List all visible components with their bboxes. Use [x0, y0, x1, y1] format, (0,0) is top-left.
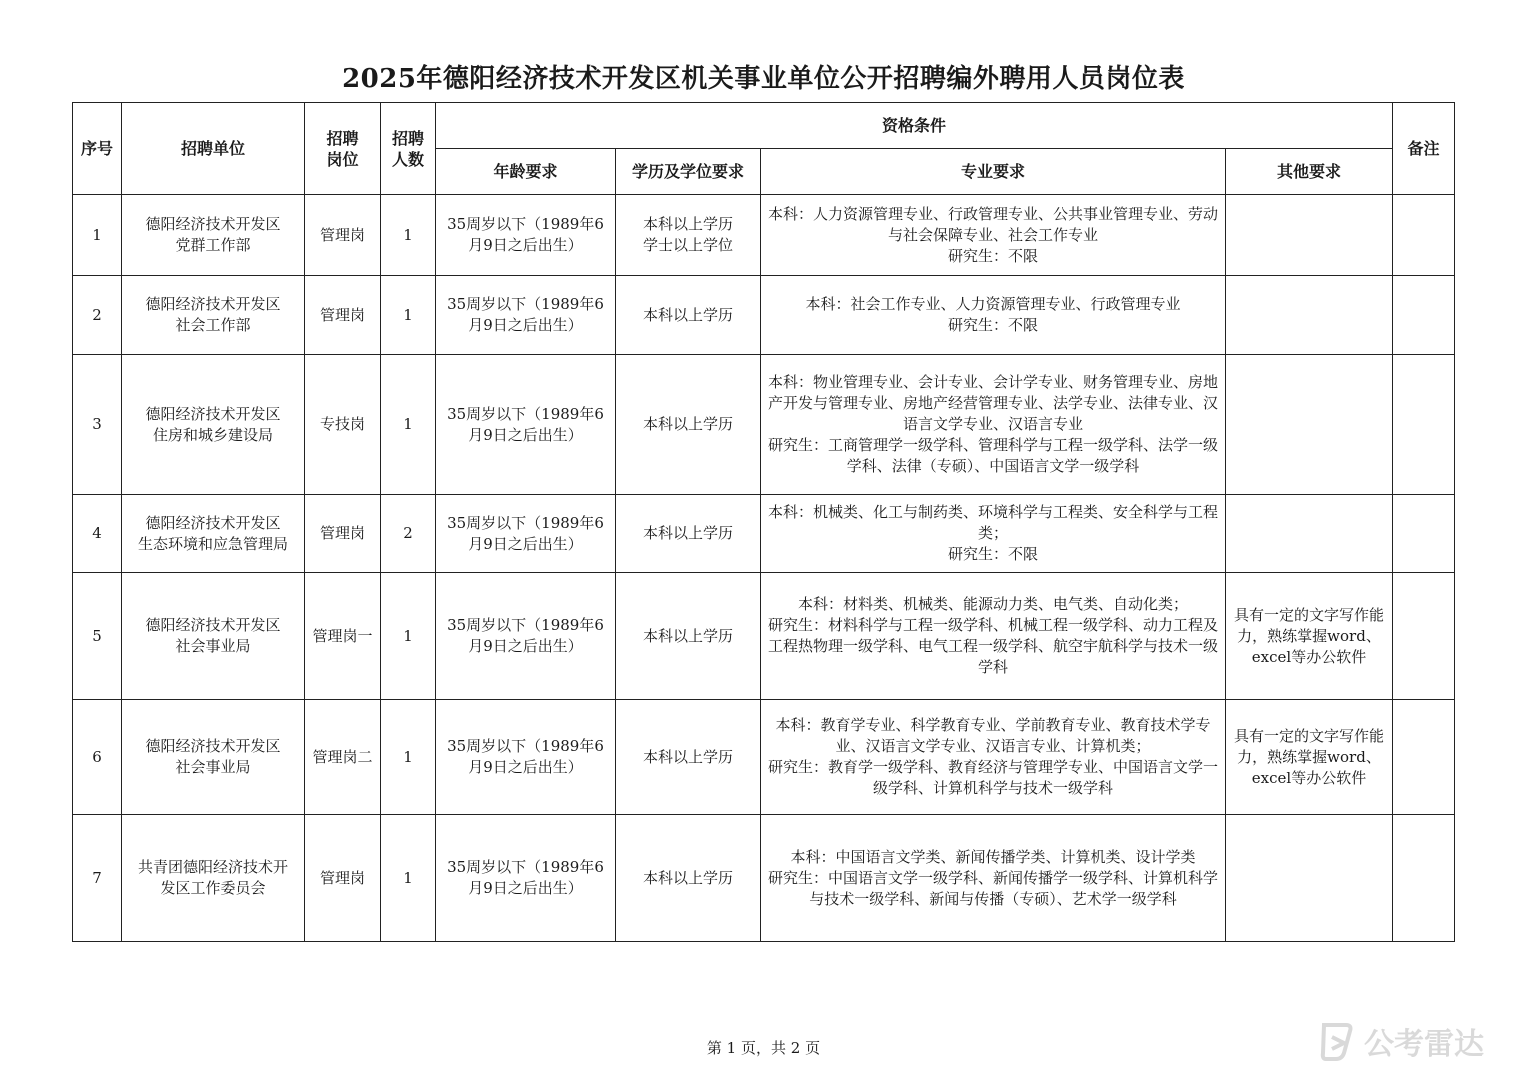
cell-major-line: 研究生：工商管理学一级学科、管理科学与工程一级学科、法学一级学科、法律（专硕）、中国语言文学一级学科: [767, 436, 1218, 475]
header-qualifications: 资格条件: [436, 103, 1393, 149]
cell-edu-line: 本科以上学历: [642, 626, 733, 645]
cell-post: 管理岗: [305, 815, 381, 942]
cell-unit-line: 社会事业局: [175, 758, 251, 776]
cell-post: 管理岗: [305, 276, 381, 355]
cell-edu-line: 本科以上学历: [642, 305, 733, 324]
cell-other: [1226, 355, 1393, 495]
cell-major-line: 研究生：材料科学与工程一级学科、机械工程一级学科、动力工程及工程热物理一级学科、电气工程一级学科、航空宇航科学与技术一级学科: [767, 616, 1218, 676]
cell-other: [1226, 815, 1393, 942]
cell-age-line: 35周岁以下（1989年6: [447, 616, 604, 634]
cell-unit-line: 德阳经济技术开发区: [145, 215, 281, 233]
cell-edu: [616, 355, 761, 495]
cell-post: 管理岗: [305, 195, 381, 276]
watermark: [1318, 1016, 1508, 1066]
cell-age-line: 月9日之后出生）: [468, 236, 583, 254]
cell-unit-line: 住房和城乡建设局: [152, 425, 273, 444]
cell-major-line: 本科：材料类、机械类、能源动力类、电气类、自动化类；: [797, 595, 1188, 613]
cell-unit-line: 德阳经济技术开发区: [145, 295, 281, 313]
cell-seq: 3: [73, 355, 122, 495]
cell-seq: 2: [73, 276, 122, 355]
cell-age-line: 月9日之后出生）: [468, 637, 583, 655]
cell-count: 1: [381, 276, 436, 355]
cell-unit: [122, 815, 305, 942]
header-age: 年龄要求: [436, 149, 616, 195]
cell-edu: [616, 573, 761, 700]
header-other: 其他要求: [1226, 149, 1393, 195]
table-row: [73, 355, 1455, 495]
cell-other: [1226, 276, 1393, 355]
cell-edu: [616, 495, 761, 573]
watermark-text: 公考雷达: [1364, 1027, 1484, 1062]
cell-unit-line: 党群工作部: [175, 236, 251, 254]
cell-major-line: 本科：人力资源管理专业、行政管理专业、公共事业管理专业、劳动与社会保障专业、社会工作专业: [767, 204, 1218, 244]
table-row: [73, 700, 1455, 815]
cell-note: [1393, 355, 1455, 495]
cell-unit-line: 德阳经济技术开发区: [145, 404, 281, 423]
cell-major-line: 本科：社会工作专业、人力资源管理专业、行政管理专业: [805, 295, 1181, 313]
cell-seq: 7: [73, 815, 122, 942]
header-seq: 序号: [73, 103, 122, 195]
cell-age-line: 月9日之后出生）: [468, 758, 583, 776]
header-note: 备注: [1393, 103, 1455, 195]
table-row: [73, 573, 1455, 700]
cell-age-line: 35周岁以下（1989年6: [447, 737, 604, 755]
cell-major: [761, 573, 1226, 700]
cell-major: [761, 815, 1226, 942]
cell-age-line: 月9日之后出生）: [468, 879, 583, 897]
header-edu: 学历及学位要求: [616, 149, 761, 195]
table-row: [73, 276, 1455, 355]
cell-unit: [122, 700, 305, 815]
cell-note: [1393, 573, 1455, 700]
cell-count: 1: [381, 355, 436, 495]
radar-logo-icon: [1318, 1019, 1358, 1063]
cell-edu-line: 学士以上学位: [642, 236, 733, 254]
cell-unit-line: 社会事业局: [175, 637, 251, 655]
cell-post: 专技岗: [305, 355, 381, 495]
cell-edu: [616, 276, 761, 355]
cell-major: [761, 355, 1226, 495]
cell-major-line: 本科：物业管理专业、会计专业、会计学专业、财务管理专业、房地产开发与管理专业、房地产经营管理专业、法学专业、法律专业、汉语言文学专业、汉语言专业: [767, 373, 1218, 433]
header-post: [305, 103, 381, 195]
page-title: 2025年德阳经济技术开发区机关事业单位公开招聘编外聘用人员岗位表: [342, 64, 1185, 94]
cell-post: 管理岗: [305, 495, 381, 573]
cell-major-line: 研究生：不限: [947, 246, 1038, 265]
cell-edu-line: 本科以上学历: [642, 524, 733, 542]
cell-unit-line: 社会工作部: [175, 316, 251, 334]
cell-age: [436, 700, 616, 815]
cell-age-line: 月9日之后出生）: [468, 316, 583, 334]
positions-table: [72, 102, 1455, 942]
cell-edu-line: 本科以上学历: [642, 415, 733, 433]
cell-age-line: 35周岁以下（1989年6: [447, 215, 604, 233]
cell-major-line: 研究生：不限: [947, 545, 1038, 563]
cell-count: 1: [381, 815, 436, 942]
cell-age-line: 35周岁以下（1989年6: [447, 513, 604, 532]
cell-age-line: 35周岁以下（1989年6: [447, 295, 604, 313]
page-footer: 第 1 页，共 2 页: [706, 1039, 821, 1057]
cell-edu: [616, 195, 761, 276]
header-unit: 招聘单位: [122, 103, 305, 195]
header-count: [381, 103, 436, 195]
cell-major-line: 研究生：不限: [947, 316, 1038, 334]
cell-unit-line: 德阳经济技术开发区: [145, 737, 281, 755]
cell-major-line: 研究生：中国语言文学一级学科、新闻传播学一级学科、计算机科学与技术一级学科、新闻与传播（专硕）、艺术学一级学科: [767, 868, 1218, 908]
header-major: 专业要求: [761, 149, 1226, 195]
cell-unit: [122, 195, 305, 276]
cell-age-line: 35周岁以下（1989年6: [447, 404, 604, 423]
cell-other: 具有一定的文字写作能力，熟练掌握word、excel等办公软件: [1226, 573, 1393, 700]
cell-count: 1: [381, 573, 436, 700]
cell-seq: 6: [73, 700, 122, 815]
cell-edu-line: 本科以上学历: [642, 215, 733, 233]
cell-age: [436, 495, 616, 573]
cell-age-line: 月9日之后出生）: [468, 534, 583, 553]
cell-unit-line: 共青团德阳经济技术开: [137, 858, 288, 876]
table-row: [73, 495, 1455, 573]
cell-major-line: 研究生：教育学一级学科、教育经济与管理学专业、中国语言文学一级学科、计算机科学与技术一级学科: [767, 758, 1218, 797]
table-row: [73, 195, 1455, 276]
cell-note: [1393, 700, 1455, 815]
cell-major: [761, 700, 1226, 815]
cell-unit-line: 生态环境和应急管理局: [137, 534, 288, 553]
cell-note: [1393, 195, 1455, 276]
cell-edu: [616, 700, 761, 815]
cell-age: [436, 815, 616, 942]
cell-count: 2: [381, 495, 436, 573]
cell-post: 管理岗一: [305, 573, 381, 700]
cell-unit: [122, 573, 305, 700]
cell-edu-line: 本科以上学历: [642, 868, 733, 887]
cell-post: 管理岗二: [305, 700, 381, 815]
cell-note: [1393, 276, 1455, 355]
cell-age: [436, 276, 616, 355]
table-row: [73, 815, 1455, 942]
cell-seq: 1: [73, 195, 122, 276]
cell-age: [436, 573, 616, 700]
cell-unit-line: 发区工作委员会: [160, 879, 266, 897]
cell-major-line: 本科：机械类、化工与制药类、环境科学与工程类、安全科学与工程类；: [767, 503, 1218, 542]
header-count-text: 招聘人数: [391, 128, 424, 169]
cell-count: 1: [381, 195, 436, 276]
cell-major: [761, 495, 1226, 573]
cell-edu: [616, 815, 761, 942]
cell-note: [1393, 815, 1455, 942]
cell-major-line: 本科：教育学专业、科学教育专业、学前教育专业、教育技术学专业、汉语言文学专业、汉语言专业、计算机类；: [775, 716, 1211, 755]
cell-age: [436, 195, 616, 276]
cell-unit: [122, 276, 305, 355]
cell-other: [1226, 495, 1393, 573]
cell-unit-line: 德阳经济技术开发区: [145, 616, 281, 634]
cell-unit: [122, 355, 305, 495]
cell-edu-line: 本科以上学历: [642, 747, 733, 766]
cell-major: [761, 276, 1226, 355]
cell-major: [761, 195, 1226, 276]
cell-note: [1393, 495, 1455, 573]
cell-seq: 5: [73, 573, 122, 700]
cell-unit-line: 德阳经济技术开发区: [145, 513, 281, 532]
cell-major-line: 本科：中国语言文学类、新闻传播学类、计算机类、设计学类: [790, 847, 1196, 866]
cell-age-line: 35周岁以下（1989年6: [447, 858, 604, 876]
cell-count: 1: [381, 700, 436, 815]
cell-age-line: 月9日之后出生）: [468, 425, 583, 444]
cell-unit: [122, 495, 305, 573]
cell-seq: 4: [73, 495, 122, 573]
cell-other: [1226, 195, 1393, 276]
header-post-text: 招聘岗位: [326, 128, 359, 169]
cell-other: 具有一定的文字写作能力，熟练掌握word、excel等办公软件: [1226, 700, 1393, 815]
cell-age: [436, 355, 616, 495]
